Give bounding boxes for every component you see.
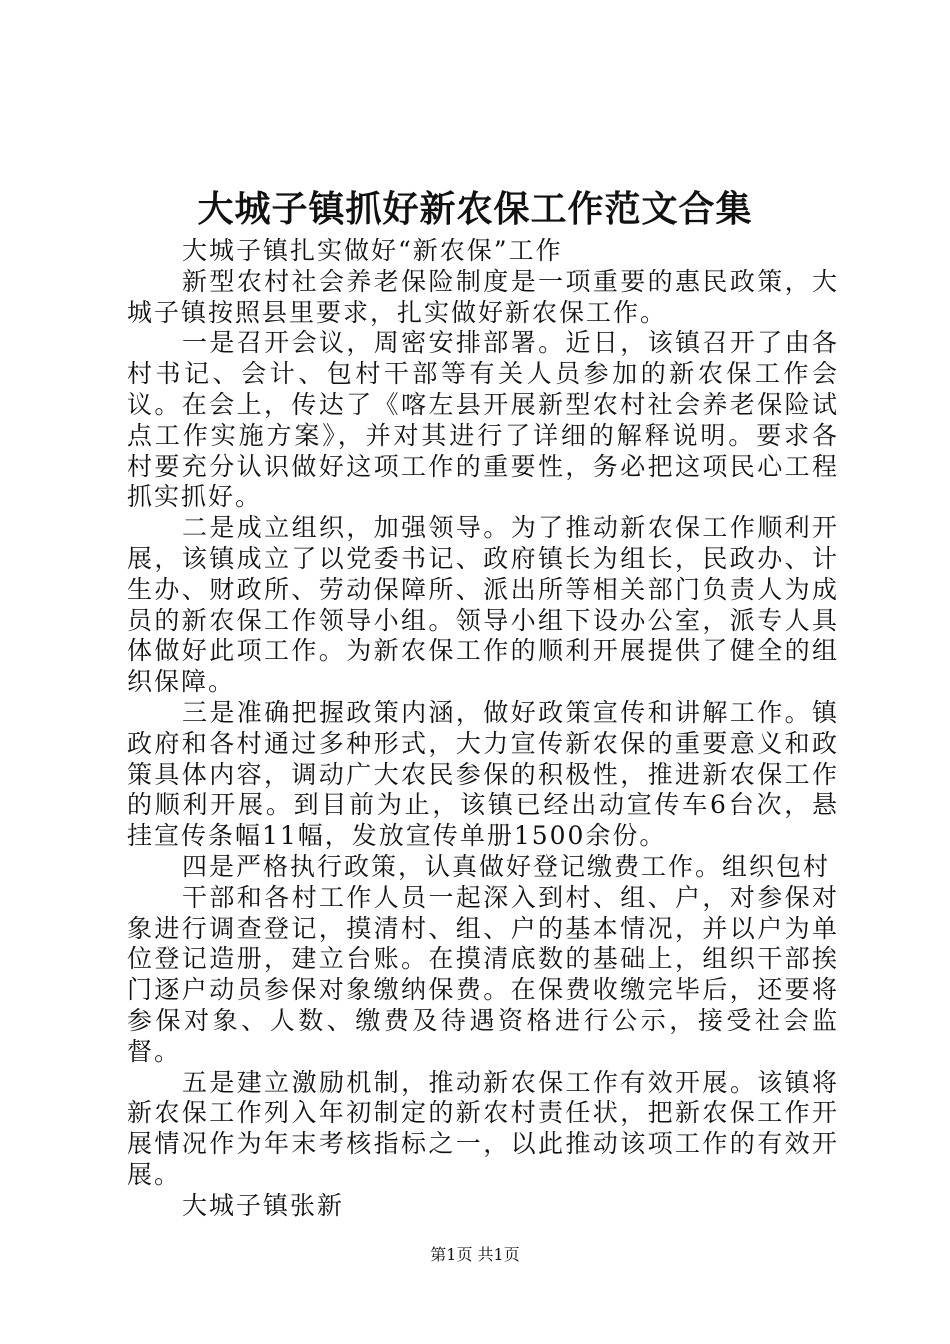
paragraph-point-two: 二是成立组织，加强领导。为了推动新农保工作顺利开展，该镇成立了以党委书记、政府镇长为组长，民政办、计生办、财政所、劳动保障所、派出所等相关部门负责人为成员的新农保工作领导小组。领导小组下设办公室，派专人具体做好此项工作。为新农保工作的顺利开展提供了健全的组织保障。 — [127, 513, 839, 697]
paragraph-subtitle: 大城子镇扎实做好“新农保”工作 — [182, 236, 563, 265]
paragraph-point-four-continued: 干部和各村工作人员一起深入到村、组、户，对参保对象进行调查登记，摸清村、组、户的基本情况，并以户为单位登记造册，建立台账。在摸清底数的基础上，组织干部挨门逐户动员参保对象缴纳保费。在保费收缴完毕后，还要将参保对象、人数、缴费及待遇资格进行公示，接受社会监督。 — [127, 882, 839, 1066]
paragraph-signature: 大城子镇张新 — [182, 1190, 345, 1220]
paragraph-point-five: 五是建立激励机制，推动新农保工作有效开展。该镇将新农保工作列入年初制定的新农村责任状，把新农保工作开展情况作为年末考核指标之一，以此推动该项工作的有效开展。 — [127, 1067, 839, 1189]
paragraph-point-one: 一是召开会议，周密安排部署。近日，该镇召开了由各村书记、会计、包村干部等有关人员参加的新农保工作会议。在会上，传达了《喀左县开展新型农村社会养老保险试点工作实施方案》，并对其进行了详细的解释说明。要求各村要充分认识做好这项工作的重要性，务必把这项民心工程抓实抓好。 — [127, 328, 839, 512]
document-body — [127, 236, 839, 1222]
page-footer: 第1页 共1页 — [430, 1245, 520, 1264]
paragraph-point-four: 四是严格执行政策，认真做好登记缴费工作。组织包村 — [182, 851, 831, 881]
document-title: 大城子镇抓好新农保工作范文合集 — [197, 188, 753, 230]
paragraph-intro: 新型农村社会养老保险制度是一项重要的惠民政策，大城子镇按照县里要求，扎实做好新农保工作。 — [127, 266, 839, 327]
paragraph-point-three: 三是准确把握政策内涵，做好政策宣传和讲解工作。镇政府和各村通过多种形式，大力宣传新农保的重要意义和政策具体内容，调动广大农民参保的积极性，推进新农保工作的顺利开展。到目前为止，该镇已经出动宣传车6台次，悬挂宣传条幅11幅，发放宣传单册1500余份。 — [127, 697, 839, 851]
